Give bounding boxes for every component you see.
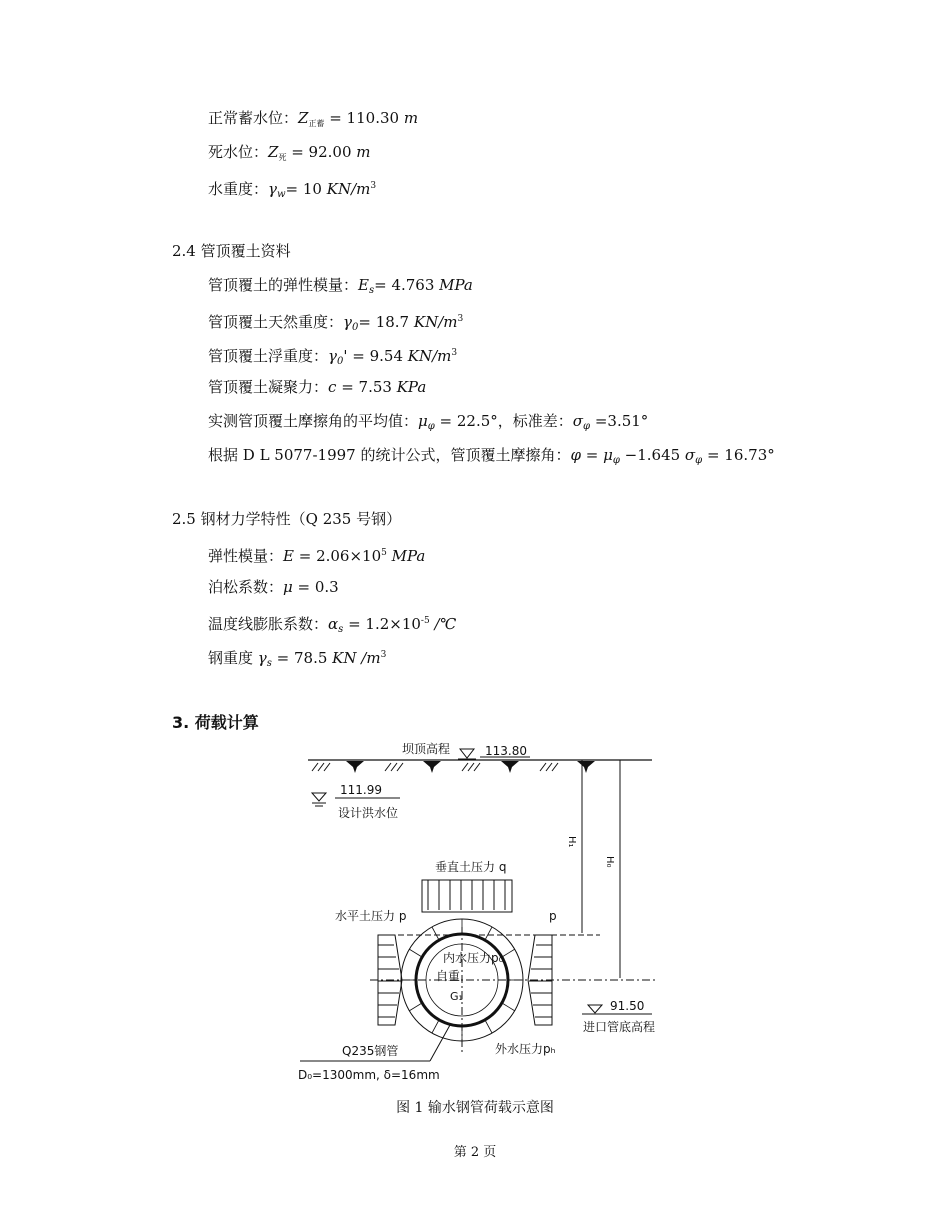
g1-label: G₁ — [450, 990, 463, 1003]
water-weight-subscript: w — [276, 189, 286, 200]
normal-water-unit: m — [403, 109, 419, 127]
alpha-unit: /℃ — [429, 615, 457, 633]
mu-symbol: μ — [418, 412, 428, 430]
gs-unit: KN /m — [332, 649, 381, 667]
g0-label: 管顶覆土天然重度： — [208, 313, 344, 331]
dead-water-subscript: 死 — [278, 153, 287, 162]
g0-symbol: γ — [343, 313, 352, 331]
pipe-dimensions: D₀=1300mm, δ=16mm — [298, 1068, 440, 1082]
sigma-subscript: φ — [583, 421, 591, 432]
gs-value: = 78.5 — [271, 649, 333, 667]
g0p-symbol: γ — [328, 347, 337, 365]
phi-mu-subscript: φ — [612, 455, 620, 466]
es-value: = 4.763 — [374, 276, 440, 294]
dam-crest-label: 坝顶高程 — [402, 742, 451, 756]
poisson-label: 泊松系数： — [208, 578, 284, 596]
pipe-load-diagram — [290, 735, 670, 1085]
steel-pipe-label: Q235钢管 — [342, 1044, 399, 1058]
h1-label: H₁ — [566, 836, 577, 848]
es-symbol: E — [358, 276, 369, 294]
es-unit: MPa — [439, 276, 473, 294]
g0-value: = 18.7 — [358, 313, 414, 331]
e-unit: MPa — [386, 547, 426, 565]
poisson-symbol: μ — [283, 578, 293, 596]
phi-value: = 16.73° — [702, 446, 775, 464]
water-unit-weight-line — [208, 176, 376, 205]
e-label: 弹性模量： — [208, 547, 284, 565]
normal-water-label: 正常蓄水位： — [208, 109, 299, 127]
e-superscript: 5 — [381, 548, 387, 558]
phi-text: 根据 D L 5077-1997 的统计公式，管顶覆土摩擦角： — [208, 446, 571, 464]
dam-crest-triangle — [460, 749, 474, 758]
dead-water-symbol: Z — [268, 143, 279, 161]
soil-cohesion-line — [208, 377, 426, 397]
dead-water-level-line — [208, 142, 371, 168]
dam-crest-elevation: 113.80 — [485, 744, 527, 758]
water-weight-value: = 10 — [285, 180, 327, 198]
mu-subscript: φ — [427, 421, 435, 432]
mu-value: = 22.5°，标准差： — [434, 412, 573, 430]
alpha-superscript: -5 — [420, 616, 430, 626]
g0p-value: = 9.54 — [347, 347, 408, 365]
c-unit: KPa — [396, 378, 427, 396]
phi-sigma-symbol: σ — [684, 446, 696, 464]
poisson-ratio-line — [208, 577, 339, 597]
gs-superscript: 3 — [380, 650, 387, 660]
normal-water-subscript: 正蓄 — [308, 119, 325, 128]
normal-water-level-line — [208, 108, 418, 134]
phi-middle: −1.645 — [619, 446, 685, 464]
steel-elastic-modulus-line — [208, 543, 425, 566]
soil-elastic-modulus-line — [208, 275, 473, 301]
g0p-label: 管顶覆土浮重度： — [208, 347, 329, 365]
dead-water-value: = 92.00 — [286, 143, 357, 161]
external-pressure-label: 外水压力pₕ — [495, 1042, 556, 1056]
g0p-prime: ' — [343, 347, 348, 365]
phi-sigma-subscript: φ — [695, 455, 703, 466]
vertical-pressure-label: 垂直土压力 q — [435, 860, 507, 874]
e-symbol: E — [283, 547, 294, 565]
inlet-elevation: 91.50 — [610, 999, 645, 1013]
flood-level-triangle — [312, 793, 326, 801]
horizontal-pressure-right-label: p — [549, 909, 557, 923]
alpha-subscript: s — [338, 624, 344, 635]
friction-angle-mean-line — [208, 411, 648, 437]
thermal-expansion-line — [208, 611, 456, 640]
normal-water-symbol: Z — [298, 109, 309, 127]
horizontal-pressure-label: 水平土压力 p — [335, 909, 407, 923]
water-weight-symbol: γ — [268, 180, 277, 198]
gs-label: 钢重度 — [208, 649, 258, 667]
e-value: = 2.06×10 — [293, 547, 382, 565]
water-weight-label: 水重度： — [208, 180, 269, 198]
soil-buoyant-weight-line — [208, 343, 457, 372]
c-label: 管顶覆土凝聚力： — [208, 378, 329, 396]
phi-mu-symbol: μ — [603, 446, 613, 464]
poisson-value: = 0.3 — [292, 578, 339, 596]
normal-water-value: = 110.30 — [324, 109, 404, 127]
soil-natural-weight-line — [208, 309, 463, 338]
gs-symbol: γ — [257, 649, 267, 667]
g0-unit: KN/m — [413, 313, 458, 331]
g0p-unit: KN/m — [407, 347, 452, 365]
phi-symbol: φ — [570, 446, 581, 464]
vertical-pressure-box — [422, 880, 512, 912]
phi-equals: = — [581, 446, 604, 464]
g0p-superscript: 3 — [451, 348, 458, 358]
alpha-value: = 1.2×10 — [343, 615, 421, 633]
h0-label: H₀ — [604, 856, 615, 868]
steel-unit-weight-line — [208, 645, 386, 674]
friction-angle-formula-line — [208, 445, 775, 471]
flood-label: 设计洪水位 — [338, 806, 399, 820]
internal-pressure-label: 内水压力p₀ — [443, 951, 504, 965]
figure-caption: 图 1 输水钢管荷载示意图 — [396, 1100, 554, 1116]
inlet-level-triangle — [588, 1005, 602, 1013]
section-2-5-heading: 2.5 钢材力学特性（Q 235 号钢） — [172, 510, 402, 528]
es-label: 管顶覆土的弹性模量： — [208, 276, 359, 294]
dead-water-label: 死水位： — [208, 143, 269, 161]
section-3-heading: 3. 荷载计算 — [172, 713, 259, 732]
gs-subscript: s — [266, 658, 272, 669]
water-weight-superscript: 3 — [370, 181, 377, 191]
c-value: = 7.53 — [336, 378, 397, 396]
c-symbol: c — [328, 378, 337, 396]
g0-superscript: 3 — [457, 314, 464, 324]
g0p-subscript: 0 — [336, 356, 344, 367]
mu-label: 实测管顶覆土摩擦角的平均值： — [208, 412, 419, 430]
g0-subscript: 0 — [351, 322, 359, 333]
sigma-symbol: σ — [572, 412, 584, 430]
alpha-label: 温度线膨胀系数： — [208, 615, 329, 633]
self-weight-label: 自重 — [436, 969, 461, 983]
vertical-pressure-arrows — [428, 880, 505, 910]
es-subscript: s — [368, 285, 375, 296]
section-2-4-heading: 2.4 管顶覆土资料 — [172, 242, 291, 260]
alpha-symbol: α — [328, 615, 339, 633]
inlet-label: 进口管底高程 — [583, 1020, 656, 1034]
dead-water-unit: m — [356, 143, 371, 161]
water-weight-unit: KN/m — [326, 180, 371, 198]
page-number: 第 2 页 — [453, 1145, 497, 1160]
sigma-value: =3.51° — [590, 412, 649, 430]
flood-elevation: 111.99 — [340, 783, 382, 797]
